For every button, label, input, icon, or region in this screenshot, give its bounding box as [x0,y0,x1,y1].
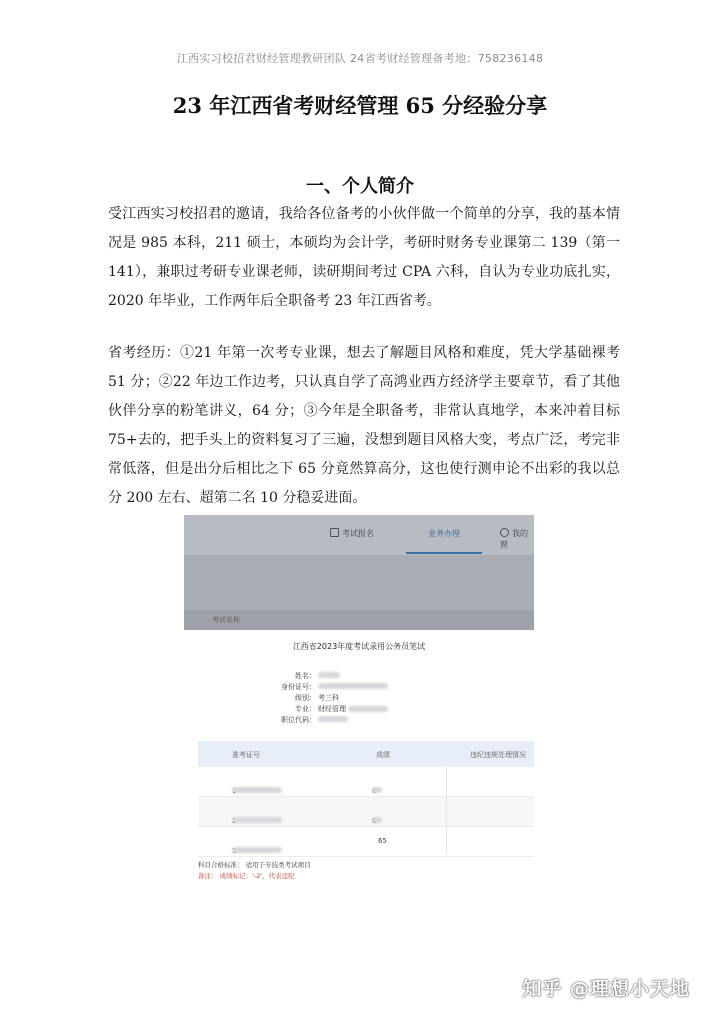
name-label: 姓名： [295,672,316,680]
tab-business [428,528,460,539]
document-icon [330,528,339,537]
redacted-value [232,787,282,793]
post-label: 职位代码： [281,716,316,724]
tab-label: 我的窗 [500,529,528,549]
redacted-value [318,716,348,722]
table-row [198,827,534,857]
exam-caption: 江西省2023年度考试录用公务员笔试 [292,642,426,651]
table-row [198,767,534,797]
redacted-value [372,817,382,823]
header-note: 江西实习校招君财经管理教研团队 24省考财经管理备考地：758236148 [176,52,544,65]
zhihu-watermark: 知乎 @理想小天地 [522,978,690,1000]
active-tab-indicator [406,552,482,554]
tab-label: 业务办理 [428,529,460,538]
screenshot-header-area [184,515,534,630]
redacted-value [372,787,382,793]
score-screenshot [184,515,534,887]
user-icon [500,528,509,537]
redacted-value [232,817,282,823]
info-row-name [184,671,534,682]
info-row-major [184,704,534,715]
paragraph-intro: 受江西实习校招君的邀请，我给各位备考的小伙伴做一个简单的分享，我的基本情况是 985 本科，211 硕士，本硕均为会计学，考研时财务专业课第二 139（第一 141），兼职过考研专业课老师，读研期间考过 CPA 六科，自认为专业功底扎实，2020 年毕业，工作两年后全职备考 23 年江西省考。 [108,206,620,309]
section-title: 一、个人简介 [306,176,414,197]
level-value: 考三科 [318,694,339,702]
tab-exam-registration [330,528,374,539]
remark-note: 备注： 成绩标记：'-2'，代表违纪 [198,872,295,880]
candidate-info [184,671,534,726]
table-row [198,797,534,827]
row-score: 65 [378,837,387,845]
redacted-value [348,706,388,712]
major-label: 专业： [295,705,316,713]
table-header [198,741,534,767]
pass-standard-note: 科目合格标准： 适用于专技类考试项目 [198,861,311,869]
exam-name-strip [184,610,534,630]
redacted-value [318,672,340,678]
paragraph-experience: 省考经历：①21 年第一次考专业课，想去了解题目风格和难度，凭大学基础裸考 51 分；②22 年边工作边考，只认真自学了高鸿业西方经济学主要章节，看了其他伙伴分享的粉笔讲义，64 分；③今年是全职备考，非常认真地学，本来冲着目标 75+去的，把手头上的资料复习了三遍，没想到题目风格大变，考点广泛，考完非常低落，但是出分后相比之下 65 分竟然算高分，这也使行测申论不出彩的我以总分 200 左右、超第二名 10 分稳妥进面。 [108,345,620,506]
info-row-post [184,715,534,726]
column-divider [446,767,447,854]
redacted-value [232,847,282,853]
info-row-id [184,682,534,693]
major-value: 财经管理 [318,705,346,713]
column-header: 成绩 [376,751,390,759]
column-header: 违纪违规处理情况 [470,751,526,759]
tab-label: 考试报名 [342,529,374,538]
column-header: 准考证号 [232,751,260,759]
id-label: 身份证号： [281,683,316,691]
info-row-level [184,693,534,704]
exam-name-label: 考试名称 [212,616,240,624]
score-table [198,741,534,857]
redacted-value [318,683,388,689]
tab-my [500,528,534,550]
level-label: 级别： [295,694,316,702]
page-title: 23 年江西省考财经管理 65 分经验分享 [172,93,548,118]
screenshot-nav [184,515,534,555]
